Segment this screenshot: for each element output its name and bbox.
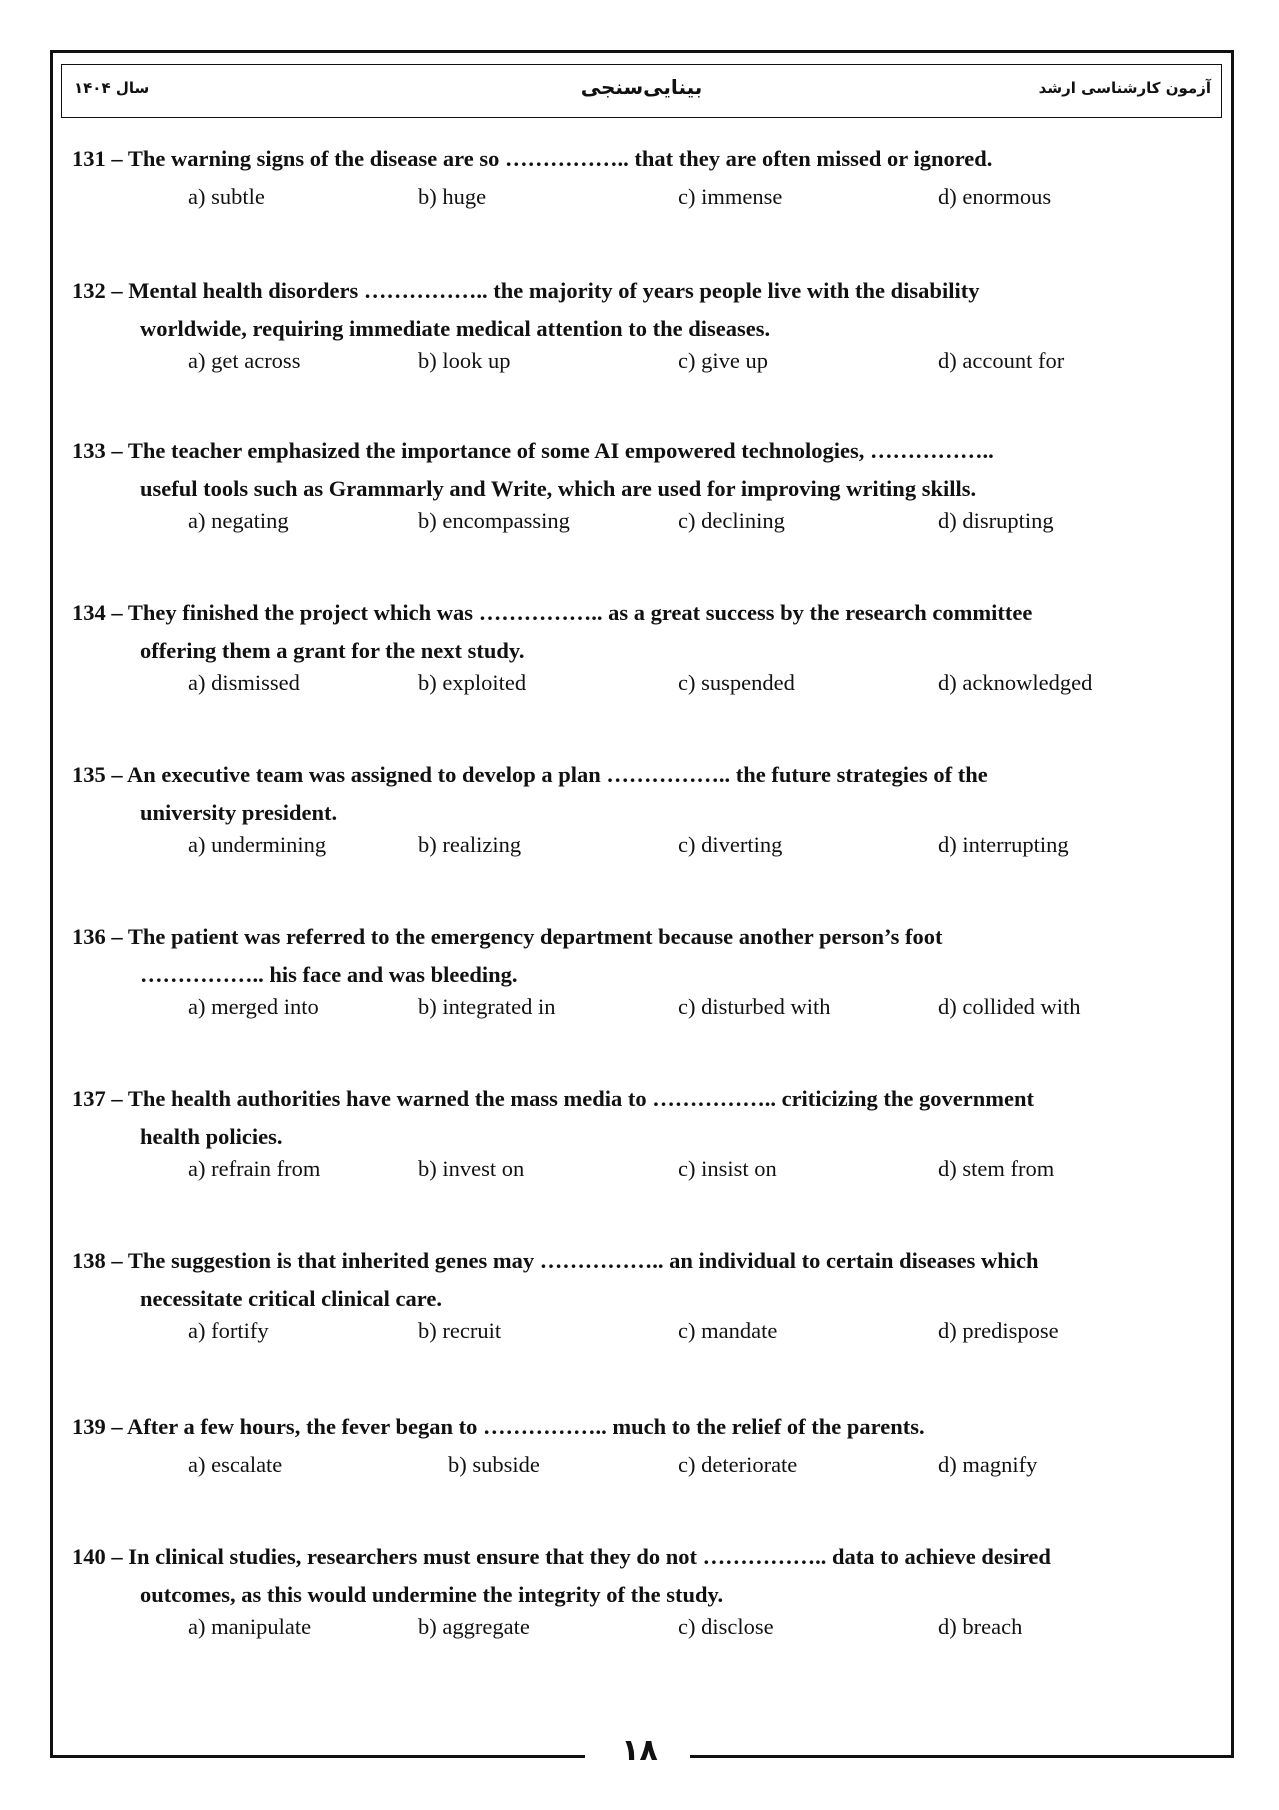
option-a[interactable]: a) undermining [188, 832, 327, 857]
option-b[interactable]: b) exploited [418, 670, 527, 695]
question-number: 140 ‒ [72, 1544, 123, 1569]
option-a[interactable]: a) get across [188, 348, 301, 373]
option-a[interactable]: a) escalate [188, 1452, 283, 1477]
answer-options [72, 508, 1212, 544]
question-text-line: The suggestion is that inherited genes may …………….. an individual to certain diseases which [127, 1248, 1039, 1273]
option-c[interactable]: c) disclose [678, 1614, 774, 1639]
question-stem [72, 918, 1212, 994]
option-c[interactable]: c) deteriorate [678, 1452, 798, 1477]
question-item [72, 140, 1212, 220]
option-c[interactable]: c) immense [678, 184, 783, 209]
question-item [72, 272, 1212, 384]
question-item [72, 432, 1212, 544]
subject-title: بینایی‌سنجی [580, 75, 703, 99]
question-number: 139 ‒ [72, 1414, 123, 1439]
question-text-line: university president. [140, 800, 338, 825]
question-stem [72, 140, 1212, 178]
answer-options [72, 670, 1212, 706]
option-b[interactable]: b) look up [418, 348, 511, 373]
option-d[interactable]: d) breach [938, 1614, 1023, 1639]
question-stem [72, 272, 1212, 348]
answer-options [72, 994, 1212, 1030]
option-a[interactable]: a) subtle [188, 184, 265, 209]
option-a[interactable]: a) negating [188, 508, 289, 533]
option-b[interactable]: b) realizing [418, 832, 522, 857]
question-item [72, 1408, 1212, 1488]
option-a[interactable]: a) fortify [188, 1318, 269, 1343]
question-stem [72, 594, 1212, 670]
option-a[interactable]: a) refrain from [188, 1156, 321, 1181]
option-d[interactable]: d) interrupting [938, 832, 1069, 857]
option-d[interactable]: d) enormous [938, 184, 1052, 209]
answer-options [72, 184, 1212, 220]
answer-options [72, 348, 1212, 384]
question-text-line: The health authorities have warned the mass media to …………….. criticizing the government [127, 1086, 1035, 1111]
option-c[interactable]: c) suspended [678, 670, 795, 695]
question-text-line: In clinical studies, researchers must ensure that they do not …………….. data to achieve desired [128, 1544, 1051, 1569]
question-stem [72, 1538, 1212, 1614]
question-text-line: After a few hours, the fever began to …………….. much to the relief of the parents. [127, 1414, 925, 1439]
option-c[interactable]: c) give up [678, 348, 768, 373]
option-a[interactable]: a) manipulate [188, 1614, 312, 1639]
option-a[interactable]: a) merged into [188, 994, 319, 1019]
question-item [72, 1242, 1212, 1354]
exam-year: سال ۱۴۰۴ [74, 79, 150, 97]
question-text-line: The teacher emphasized the importance of some AI empowered technologies, …………….. [127, 438, 994, 463]
option-c[interactable]: c) declining [678, 508, 785, 533]
question-number: 137 ‒ [72, 1086, 123, 1111]
question-text-line: worldwide, requiring immediate medical attention to the diseases. [140, 316, 771, 341]
question-number: 138 ‒ [72, 1248, 123, 1273]
option-c[interactable]: c) insist on [678, 1156, 777, 1181]
question-text-line: outcomes, as this would undermine the integrity of the study. [140, 1582, 724, 1607]
option-d[interactable]: d) collided with [938, 994, 1081, 1019]
question-text-line: health policies. [140, 1124, 283, 1149]
option-d[interactable]: d) magnify [938, 1452, 1038, 1477]
answer-options [72, 1318, 1212, 1354]
option-b[interactable]: b) subside [448, 1452, 540, 1477]
question-number: 135 ‒ [72, 762, 123, 787]
question-text-line: necessitate critical clinical care. [140, 1286, 442, 1311]
answer-options [72, 1614, 1212, 1650]
question-number: 134 ‒ [72, 600, 123, 625]
option-c[interactable]: c) disturbed with [678, 994, 831, 1019]
option-b[interactable]: b) integrated in [418, 994, 556, 1019]
option-b[interactable]: b) encompassing [418, 508, 570, 533]
answer-options [72, 1156, 1212, 1192]
option-c[interactable]: c) diverting [678, 832, 783, 857]
question-text-line: …………….. his face and was bleeding. [140, 962, 518, 987]
question-stem [72, 432, 1212, 508]
option-d[interactable]: d) stem from [938, 1156, 1055, 1181]
question-text-line: offering them a grant for the next study. [140, 638, 525, 663]
question-text-line: They finished the project which was …………….. as a great success by the research committee [127, 600, 1033, 625]
answer-options [72, 1452, 1212, 1488]
page-number: ۱۸ [621, 1733, 658, 1768]
option-d[interactable]: d) disrupting [938, 508, 1054, 533]
exam-title: آزمون کارشناسی ارشد [1038, 79, 1211, 97]
option-b[interactable]: b) invest on [418, 1156, 525, 1181]
question-number: 131 ‒ [72, 146, 123, 171]
option-b[interactable]: b) recruit [418, 1318, 502, 1343]
option-b[interactable]: b) aggregate [418, 1614, 530, 1639]
answer-options [72, 832, 1212, 868]
option-b[interactable]: b) huge [418, 184, 487, 209]
option-d[interactable]: d) predispose [938, 1318, 1059, 1343]
question-number: 132 ‒ [72, 278, 123, 303]
question-text-line: An executive team was assigned to develop a plan …………….. the future strategies of the [127, 762, 988, 787]
page-header [61, 64, 1222, 118]
question-stem [72, 756, 1212, 832]
question-number: 136 ‒ [72, 924, 123, 949]
option-c[interactable]: c) mandate [678, 1318, 778, 1343]
question-number: 133 ‒ [72, 438, 123, 463]
question-stem [72, 1408, 1212, 1446]
question-text-line: Mental health disorders …………….. the majority of years people live with the disability [128, 278, 980, 303]
question-item [72, 594, 1212, 706]
question-stem [72, 1242, 1212, 1318]
question-item [72, 756, 1212, 868]
question-item [72, 1080, 1212, 1192]
question-text-line: The patient was referred to the emergency department because another person’s foot [127, 924, 943, 949]
option-d[interactable]: d) acknowledged [938, 670, 1093, 695]
question-item [72, 1538, 1212, 1650]
question-stem [72, 1080, 1212, 1156]
option-a[interactable]: a) dismissed [188, 670, 300, 695]
question-item [72, 918, 1212, 1030]
option-d[interactable]: d) account for [938, 348, 1065, 373]
question-text-line: useful tools such as Grammarly and Write, which are used for improving writing skills. [140, 476, 977, 501]
question-text-line: The warning signs of the disease are so …………….. that they are often missed or ignored. [127, 146, 993, 171]
